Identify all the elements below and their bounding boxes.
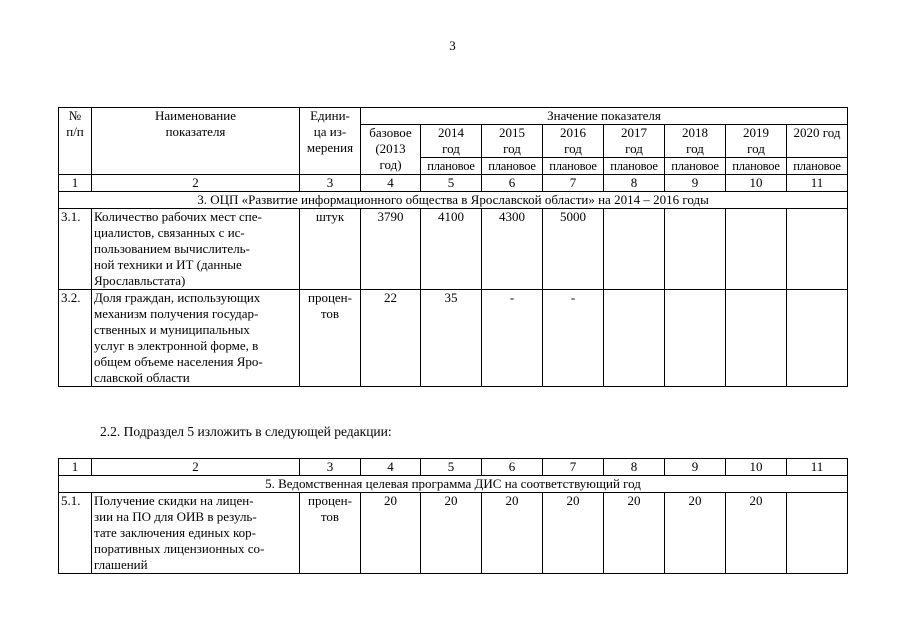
header-plan: плановое bbox=[604, 158, 665, 175]
header-base-year: базовое (2013 год) bbox=[361, 125, 421, 175]
column-number: 1 bbox=[59, 175, 92, 192]
header-year-2016: 2016 год bbox=[543, 125, 604, 158]
header-year-2018: 2018 год bbox=[665, 125, 726, 158]
unit: процен- тов bbox=[300, 290, 361, 387]
column-number: 11 bbox=[787, 175, 848, 192]
column-number: 3 bbox=[300, 175, 361, 192]
header-year-2019: 2019 год bbox=[726, 125, 787, 158]
column-number: 6 bbox=[482, 175, 543, 192]
value-cell bbox=[604, 209, 665, 290]
value-cell: 20 bbox=[726, 493, 787, 574]
unit: процен- тов bbox=[300, 493, 361, 574]
value-cell bbox=[665, 290, 726, 387]
column-number: 6 bbox=[482, 459, 543, 476]
value-cell: 20 bbox=[543, 493, 604, 574]
header-year-2015: 2015 год bbox=[482, 125, 543, 158]
value-cell bbox=[726, 290, 787, 387]
value-cell bbox=[787, 290, 848, 387]
row-number: 3.2. bbox=[59, 290, 92, 387]
header-plan: плановое bbox=[665, 158, 726, 175]
value-cell: 5000 bbox=[543, 209, 604, 290]
table-row bbox=[59, 209, 848, 290]
indicator-name: Получение скидки на лицен- зии на ПО для ОИВ в резуль- тате заключения единых кор- поративных лицензионных со- глашений bbox=[92, 493, 300, 574]
column-number: 4 bbox=[361, 459, 421, 476]
column-number: 11 bbox=[787, 459, 848, 476]
header-num: № п/п bbox=[59, 108, 92, 175]
section-title: 3. ОЦП «Развитие информационного общества в Ярославской области» на 2014 – 2016 годы bbox=[59, 192, 848, 209]
indicator-table-program-5 bbox=[58, 458, 848, 574]
value-cell: 35 bbox=[421, 290, 482, 387]
page-number: 3 bbox=[449, 38, 456, 53]
column-number: 9 bbox=[665, 459, 726, 476]
column-number: 7 bbox=[543, 459, 604, 476]
row-number: 3.1. bbox=[59, 209, 92, 290]
header-plan: плановое bbox=[421, 158, 482, 175]
value-cell: 4300 bbox=[482, 209, 543, 290]
indicator-name: Доля граждан, использующих механизм получения государ- ственных и муниципальных услуг в электронной форме, в общем объеме населения Яро- славской области bbox=[92, 290, 300, 387]
value-cell: - bbox=[482, 290, 543, 387]
value-cell: - bbox=[543, 290, 604, 387]
column-number: 10 bbox=[726, 175, 787, 192]
amendment-paragraph: 2.2. Подраздел 5 изложить в следующей редакции: bbox=[100, 424, 392, 439]
column-number: 8 bbox=[604, 459, 665, 476]
column-number: 3 bbox=[300, 459, 361, 476]
header-unit: Едини- ца из- мерения bbox=[300, 108, 361, 175]
column-number: 1 bbox=[59, 459, 92, 476]
column-number: 9 bbox=[665, 175, 726, 192]
column-number: 5 bbox=[421, 459, 482, 476]
value-cell: 22 bbox=[361, 290, 421, 387]
value-cell: 3790 bbox=[361, 209, 421, 290]
header-plan: плановое bbox=[543, 158, 604, 175]
row-number: 5.1. bbox=[59, 493, 92, 574]
value-cell bbox=[665, 209, 726, 290]
value-cell: 20 bbox=[665, 493, 726, 574]
value-cell: 20 bbox=[482, 493, 543, 574]
value-cell: 4100 bbox=[421, 209, 482, 290]
table-row bbox=[59, 290, 848, 387]
section-title: 5. Ведомственная целевая программа ДИС на соответствующий год bbox=[59, 476, 848, 493]
value-cell: 20 bbox=[361, 493, 421, 574]
column-number: 7 bbox=[543, 175, 604, 192]
header-plan: плановое bbox=[726, 158, 787, 175]
column-number-row bbox=[59, 459, 848, 476]
unit: штук bbox=[300, 209, 361, 290]
table-row bbox=[59, 493, 848, 574]
value-cell: 20 bbox=[421, 493, 482, 574]
column-number: 2 bbox=[92, 459, 300, 476]
header-name: Наименование показателя bbox=[92, 108, 300, 175]
header-year-2017: 2017 год bbox=[604, 125, 665, 158]
column-number: 8 bbox=[604, 175, 665, 192]
value-cell bbox=[787, 209, 848, 290]
header-plan: плановое bbox=[787, 158, 848, 175]
column-number: 2 bbox=[92, 175, 300, 192]
indicator-name: Количество рабочих мест спе- циалистов, связанных с ис- пользованием вычислитель- ной техники и ИТ (данные Ярославльстата) bbox=[92, 209, 300, 290]
value-cell bbox=[787, 493, 848, 574]
header-value-group: Значение показателя bbox=[361, 108, 848, 125]
column-number: 4 bbox=[361, 175, 421, 192]
header-year-2014: 2014 год bbox=[421, 125, 482, 158]
column-number-row bbox=[59, 175, 848, 192]
value-cell bbox=[604, 290, 665, 387]
header-year-2020: 2020 год bbox=[787, 125, 848, 158]
column-number: 10 bbox=[726, 459, 787, 476]
value-cell bbox=[726, 209, 787, 290]
indicator-table-program-3 bbox=[58, 107, 848, 387]
column-number: 5 bbox=[421, 175, 482, 192]
header-plan: плановое bbox=[482, 158, 543, 175]
value-cell: 20 bbox=[604, 493, 665, 574]
